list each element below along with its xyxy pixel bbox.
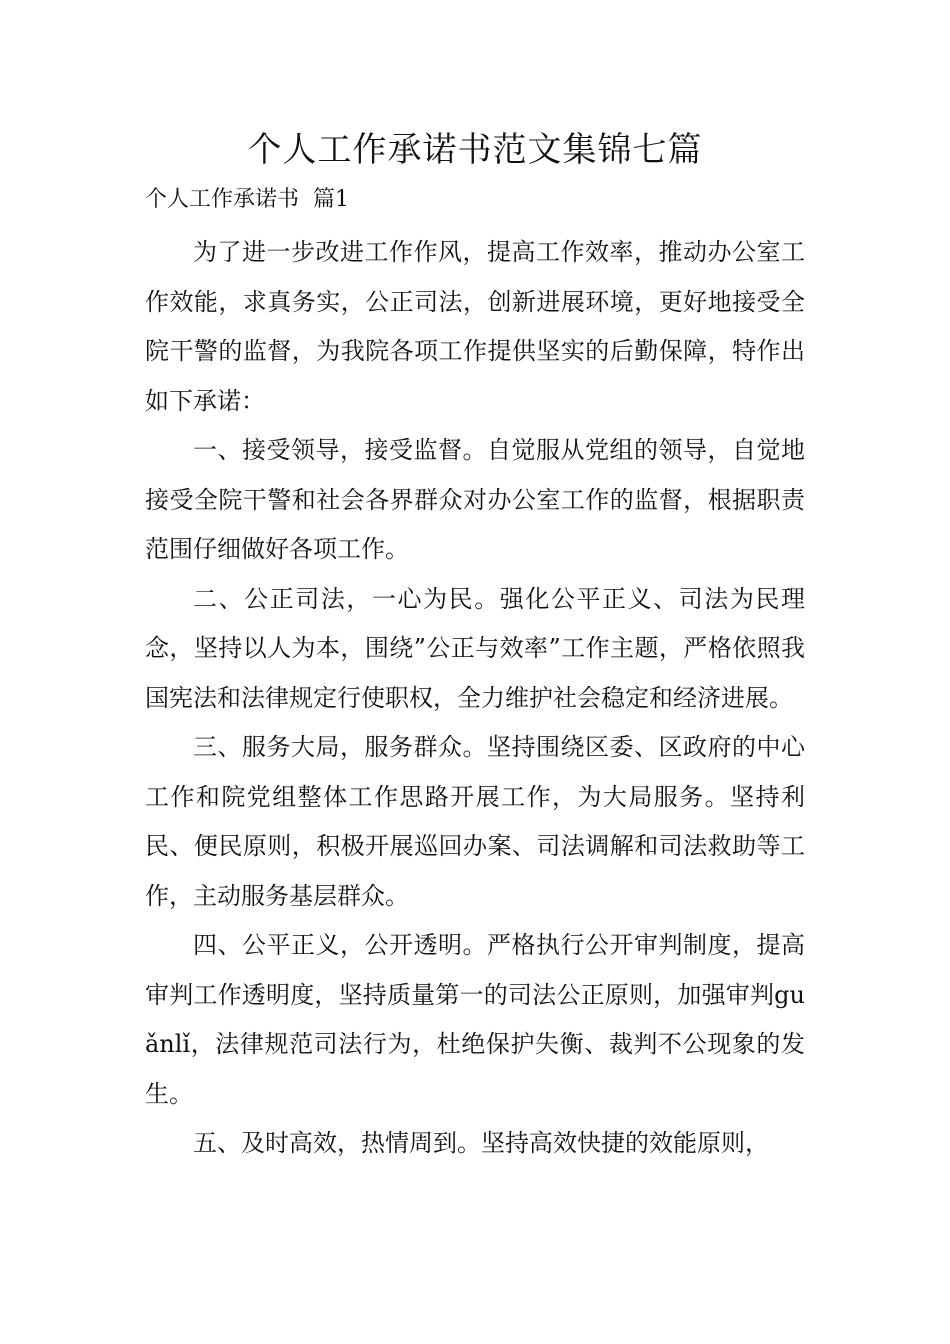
document-body	[145, 228, 805, 1169]
paragraph-item-4: 四、公平正义，公开透明。严格执行公开审判制度，提高审判工作透明度，坚持质量第一的司法公正原则，加强审判guǎnlǐ，法律规范司法行为，杜绝保护失衡、裁判不公现象的发生。	[145, 931, 805, 1108]
paragraph-item-2: 二、公正司法，一心为民。强化公平正义、司法为民理念，坚持以人为本，围绕”公正与效率”工作主题，严格依照我国宪法和法律规定行使职权，全力维护社会稳定和经济进展。	[145, 584, 805, 712]
document-title: 个人工作承诺书范文集锦七篇	[247, 130, 703, 170]
paragraph-item-5: 五、及时高效，热情周到。坚持高效快捷的效能原则，	[193, 1129, 769, 1157]
paragraph-item-1: 一、接受领导，接受监督。自觉服从党组的领导，自觉地接受全院干警和社会各界群众对办公室工作的监督，根据职责范围仔细做好各项工作。	[145, 436, 805, 563]
paragraph-item-3: 三、服务大局，服务群众。坚持围绕区委、区政府的中心工作和院党组整体工作思路开展工作，为大局服务。坚持利民、便民原则，积极开展巡回办案、司法调解和司法救助等工作，主动服务基层群众。	[145, 733, 805, 910]
section-heading: 个人工作承诺书 篇1	[145, 187, 349, 212]
paragraph-intro: 为了进一步改进工作作风，提高工作效率，推动办公室工作效能，求真务实，公正司法，创新进展环境，更好地接受全院干警的监督，为我院各项工作提供坚实的后勤保障，特作出如下承诺：	[145, 238, 805, 415]
